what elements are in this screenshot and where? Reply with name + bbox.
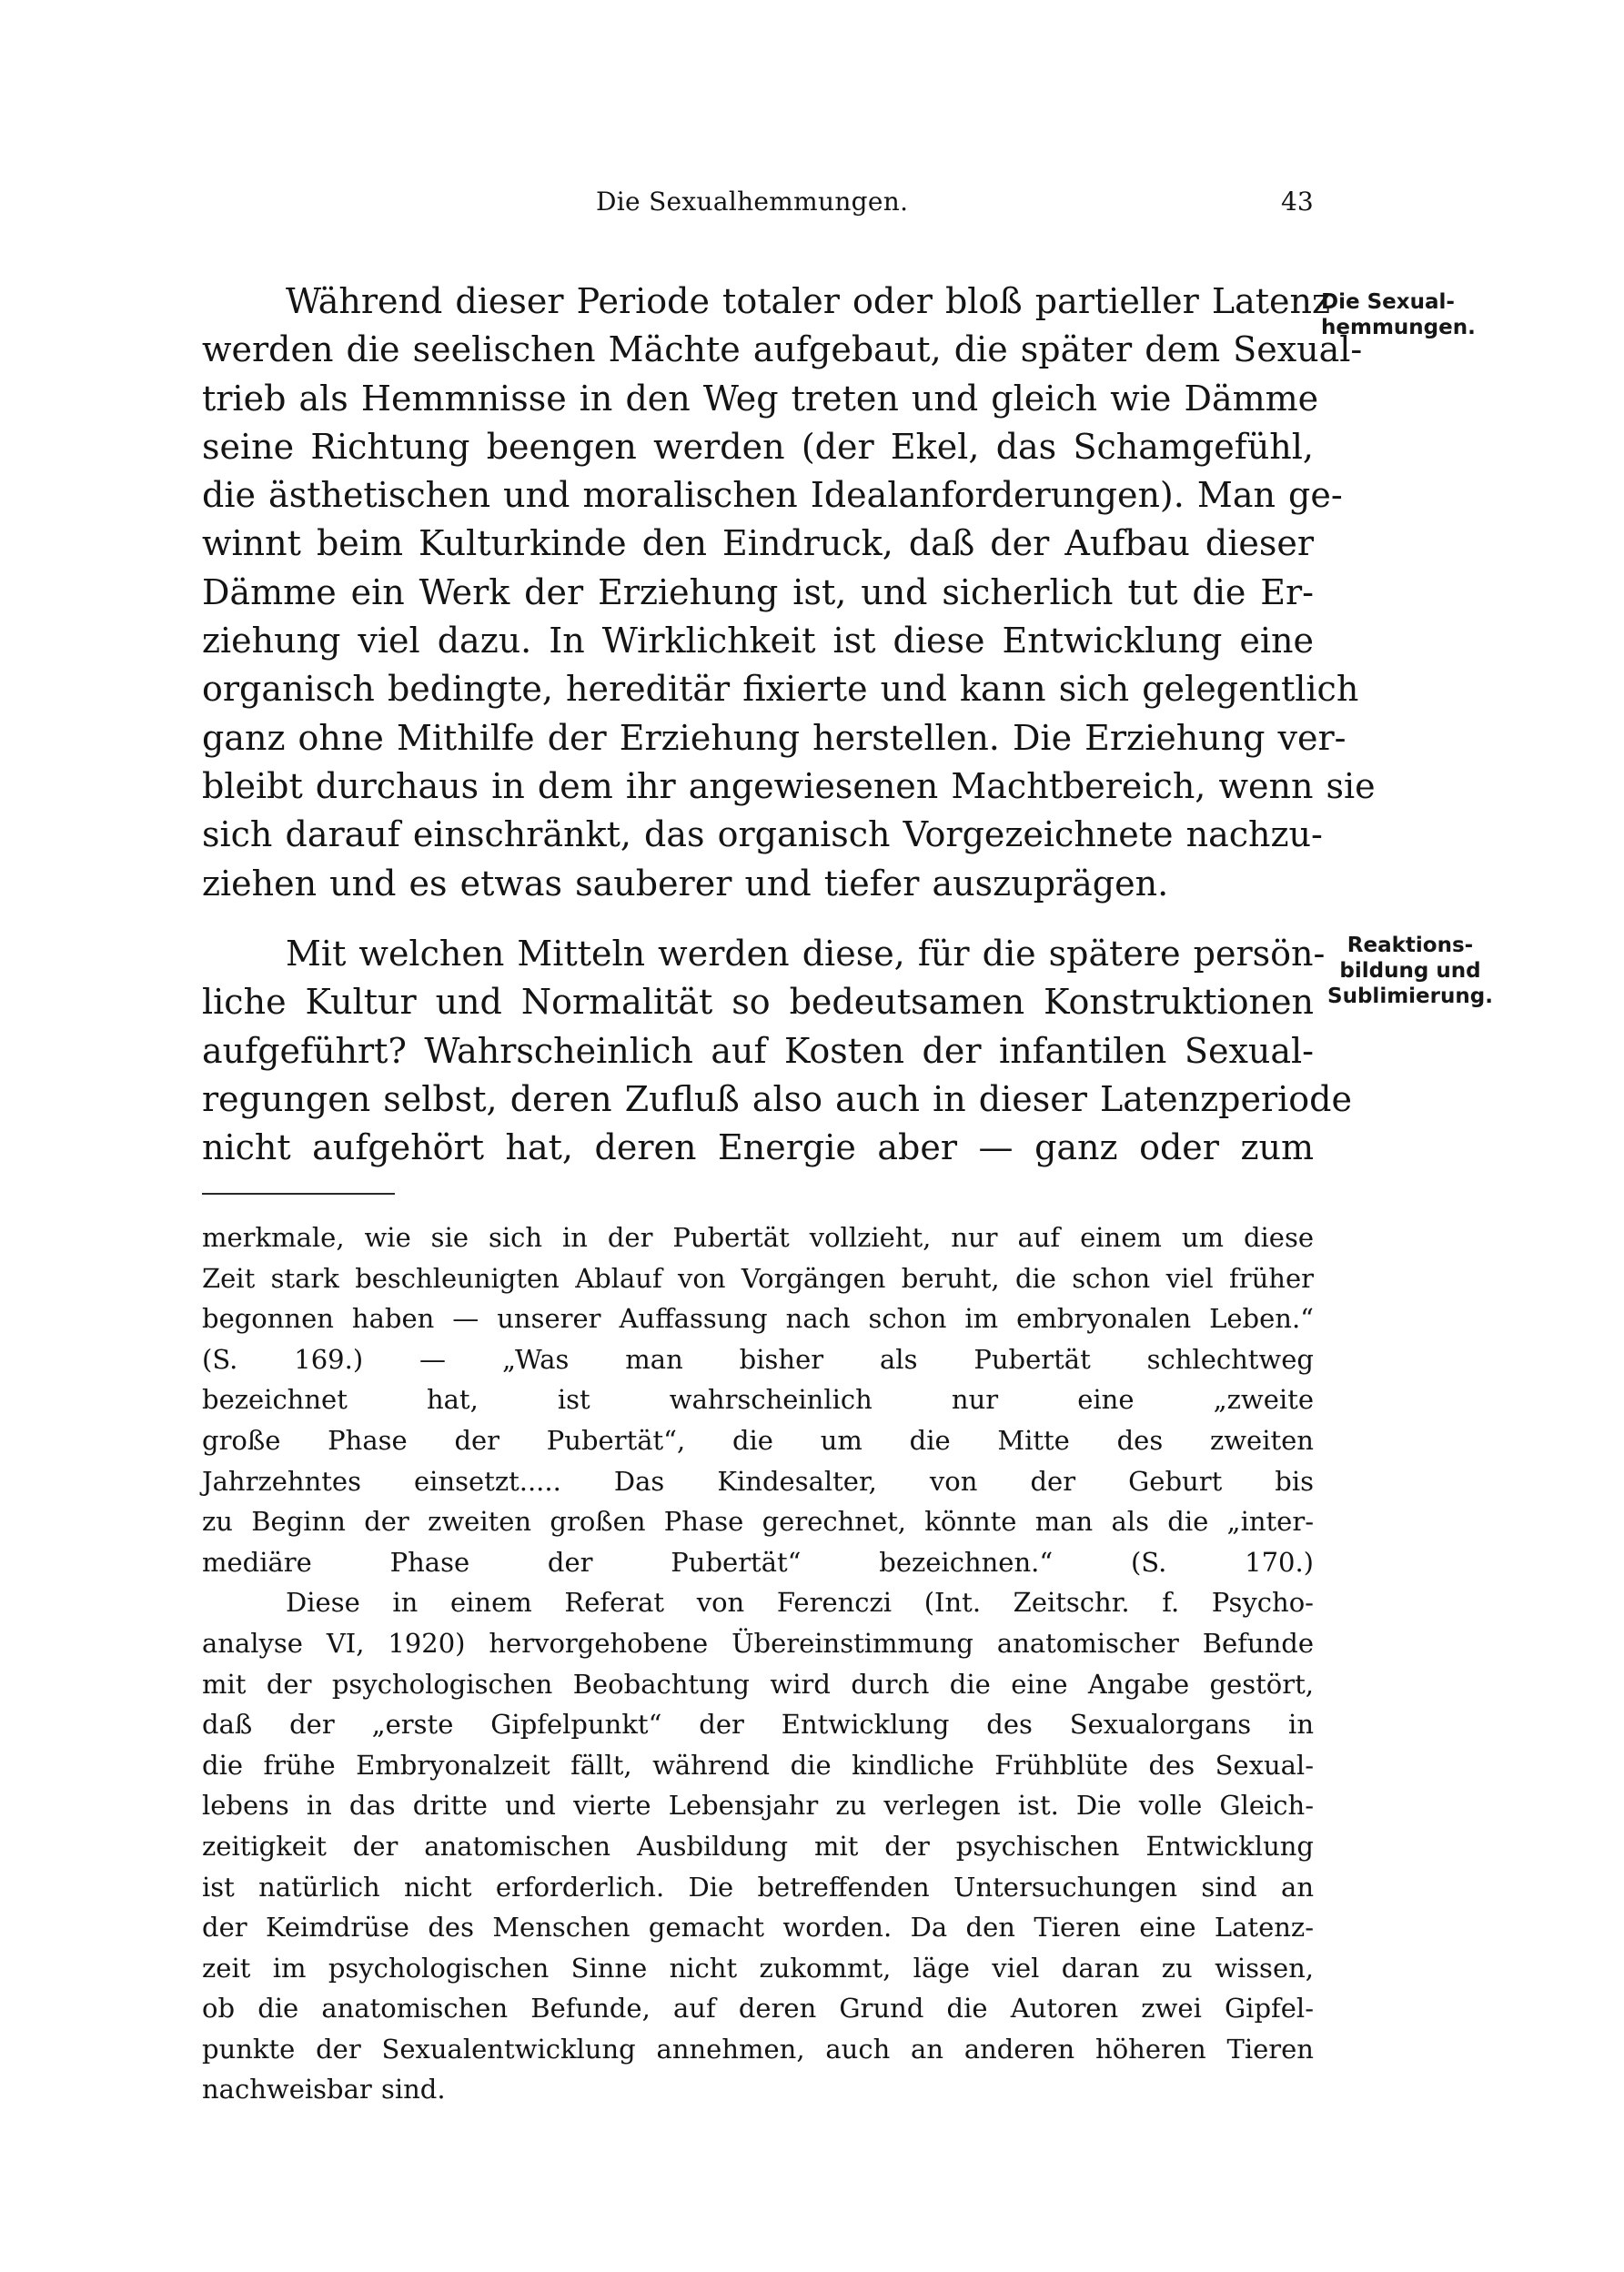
text-line: die ästhetischen und moralischen Idealanforderungen). Man ge- — [202, 475, 1343, 516]
text-line: werden die seelischen Mächte aufgebaut, die später dem Sexual- — [202, 329, 1363, 370]
footnote-line: bezeichnet hat, ist wahrscheinlich nur eine „zweite — [202, 1384, 1314, 1416]
margin-note-line: Sublimierung. — [1327, 985, 1493, 1008]
text-line: winnt beim Kulturkinde den Eindruck, daß der Aufbau dieser — [202, 523, 1314, 564]
footnote-line: zu Beginn der zweiten großen Phase gerechnet, könnte man als die „inter- — [202, 1506, 1314, 1538]
margin-note-line: hemmungen. — [1321, 316, 1476, 339]
margin-note-sexualhemmungen — [1321, 289, 1476, 340]
text-line: sich darauf einschränkt, das organisch Vorgezeichnete nachzu- — [202, 814, 1323, 855]
running-title: Die Sexualhemmungen. — [596, 187, 909, 217]
text-line: organisch bedingte, hereditär fixierte und kann sich gelegentlich — [202, 669, 1359, 710]
footnote-line: daß der „erste Gipfelpunkt“ der Entwicklung des Sexualorgans in — [202, 1709, 1314, 1741]
footnote-line: zeit im psychologischen Sinne nicht zukommt, läge viel daran zu wissen, — [202, 1952, 1314, 1984]
footnote-rule — [202, 1193, 395, 1195]
footnote-line: (S. 169.) — „Was man bisher als Pubertät schlechtweg — [202, 1343, 1314, 1375]
footnote-line: punkte der Sexualentwicklung annehmen, auch an anderen höheren Tieren — [202, 2033, 1314, 2065]
footnote-line: Jahrzehntes einsetzt..... Das Kindesalter, von der Geburt bis — [202, 1465, 1314, 1497]
text-line: ziehung viel dazu. In Wirklichkeit ist diese Entwicklung eine — [202, 621, 1314, 661]
text-line: trieb als Hemmnisse in den Weg treten und gleich wie Dämme — [202, 378, 1319, 419]
footnote-line: merkmale, wie sie sich in der Pubertät vollzieht, nur auf einem um diese — [202, 1222, 1314, 1253]
footnote-line: Diese in einem Referat von Ferenczi (Int. Zeitschr. f. Psycho- — [286, 1587, 1314, 1619]
text-line: liche Kultur und Normalität so bedeutsamen Konstruktionen — [202, 982, 1314, 1023]
text-line: Während dieser Periode totaler oder bloß partieller Latenz — [286, 281, 1331, 321]
text-line: Dämme ein Werk der Erziehung ist, und sicherlich tut die Er- — [202, 571, 1314, 612]
footnote-line: die frühe Embryonalzeit fällt, während die kindliche Frühblüte des Sexual- — [202, 1749, 1314, 1781]
margin-note-reaktionsbildung — [1319, 933, 1501, 1009]
footnote-line: nachweisbar sind. — [202, 2074, 446, 2105]
body-paragraph-1 — [202, 278, 1376, 908]
page-number: 43 — [1281, 187, 1314, 217]
margin-note-line: Reaktions- — [1347, 934, 1474, 957]
footnote-line: ob die anatomischen Befunde, auf deren Grund die Autoren zwei Gipfel- — [202, 1993, 1314, 2025]
text-line: bleibt durchaus in dem ihr angewiesenen Machtbereich, wenn sie — [202, 765, 1376, 806]
footnote-line: Zeit stark beschleunigten Ablauf von Vorgängen beruht, die schon viel früher — [202, 1262, 1314, 1294]
footnote-line: große Phase der Pubertät“, die um die Mitte des zweiten — [202, 1424, 1314, 1456]
footnote-line: analyse VI, 1920) hervorgehobene Übereinstimmung anatomischer Befunde — [202, 1627, 1314, 1659]
margin-note-line: Die Sexual- — [1321, 290, 1455, 314]
text-line: aufgeführt? Wahrscheinlich auf Kosten der infantilen Sexual- — [202, 1030, 1314, 1071]
footnote-line: mit der psychologischen Beobachtung wird durch die eine Angabe gestört, — [202, 1668, 1314, 1700]
footnote — [202, 1217, 1314, 2110]
footnote-line: mediäre Phase der Pubertät“ bezeichnen.“ (S. 170.) — [202, 1546, 1314, 1578]
body-paragraph-2 — [202, 930, 1352, 1172]
margin-note-line: bildung und — [1339, 959, 1481, 983]
text-line: regungen selbst, deren Zufluß also auch in dieser Latenzperiode — [202, 1078, 1352, 1119]
footnote-line: begonnen haben — unserer Auffassung nach schon im embryonalen Leben.“ — [202, 1303, 1314, 1335]
text-line: ganz ohne Mithilfe der Erziehung herstellen. Die Erziehung ver- — [202, 717, 1347, 758]
footnote-line: ist natürlich nicht erforderlich. Die betreffenden Untersuchungen sind an — [202, 1871, 1314, 1903]
footnote-line: der Keimdrüse des Menschen gemacht worden. Da den Tieren eine Latenz- — [202, 1912, 1314, 1944]
footnote-line: zeitigkeit der anatomischen Ausbildung mit der psychischen Entwicklung — [202, 1830, 1314, 1862]
text-line: ziehen und es etwas sauberer und tiefer auszuprägen. — [202, 863, 1169, 904]
text-line: seine Richtung beengen werden (der Ekel, das Schamgefühl, — [202, 426, 1314, 467]
text-line: nicht aufgehört hat, deren Energie aber — ganz oder zum — [202, 1127, 1314, 1168]
footnote-line: lebens in das dritte und vierte Lebensjahr zu verlegen ist. Die volle Gleich- — [202, 1790, 1314, 1822]
text-line: Mit welchen Mitteln werden diese, für die spätere persön- — [286, 934, 1326, 974]
running-header — [0, 187, 1624, 223]
